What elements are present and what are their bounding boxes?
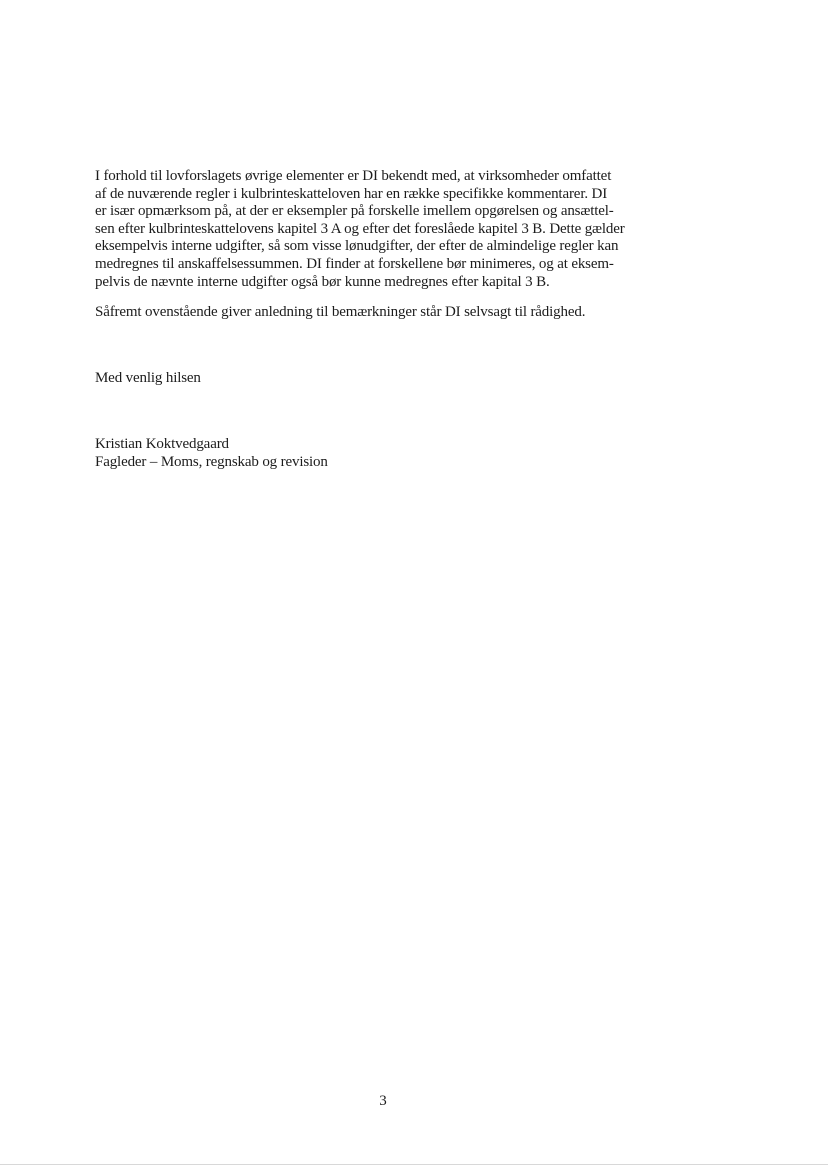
- closing-salutation: Med venlig hilsen: [95, 370, 201, 386]
- signature-block: [95, 436, 675, 471]
- body-paragraph: [95, 168, 675, 291]
- paragraph-line: sen efter kulbrinteskattelovens kapitel 3 A og efter det foreslåede kapitel 3 B. Dette gælder: [95, 220, 625, 237]
- bottom-divider: [0, 1164, 828, 1165]
- paragraph-line: af de nuværende regler i kulbrinteskatteloven har en række specifikke kommentarer. DI: [95, 185, 608, 202]
- paragraph-line: eksempelvis interne udgifter, så som visse lønudgifter, der efter de almindelige regler kan: [95, 238, 619, 255]
- paragraph-line: pelvis de nævnte interne udgifter også bør kunne medregnes efter kapital 3 B.: [95, 273, 550, 290]
- closing-paragraph: Såfremt ovenstående giver anledning til bemærkninger står DI selvsagt til rådighed.: [95, 304, 586, 320]
- paragraph-line: medregnes til anskaffelsessummen. DI finder at forskellene bør minimeres, og at eksem-: [95, 255, 614, 272]
- signature-title: Fagleder – Moms, regnskab og revision: [95, 453, 328, 470]
- page-number: 3: [379, 1093, 387, 1109]
- paragraph-line: er især opmærksom på, at der er eksempler på forskelle imellem opgørelsen og ansættel-: [95, 203, 614, 220]
- paragraph-line: I forhold til lovforslagets øvrige elementer er DI bekendt med, at virksomheder omfattet: [95, 168, 612, 184]
- signature-name: Kristian Koktvedgaard: [95, 436, 229, 452]
